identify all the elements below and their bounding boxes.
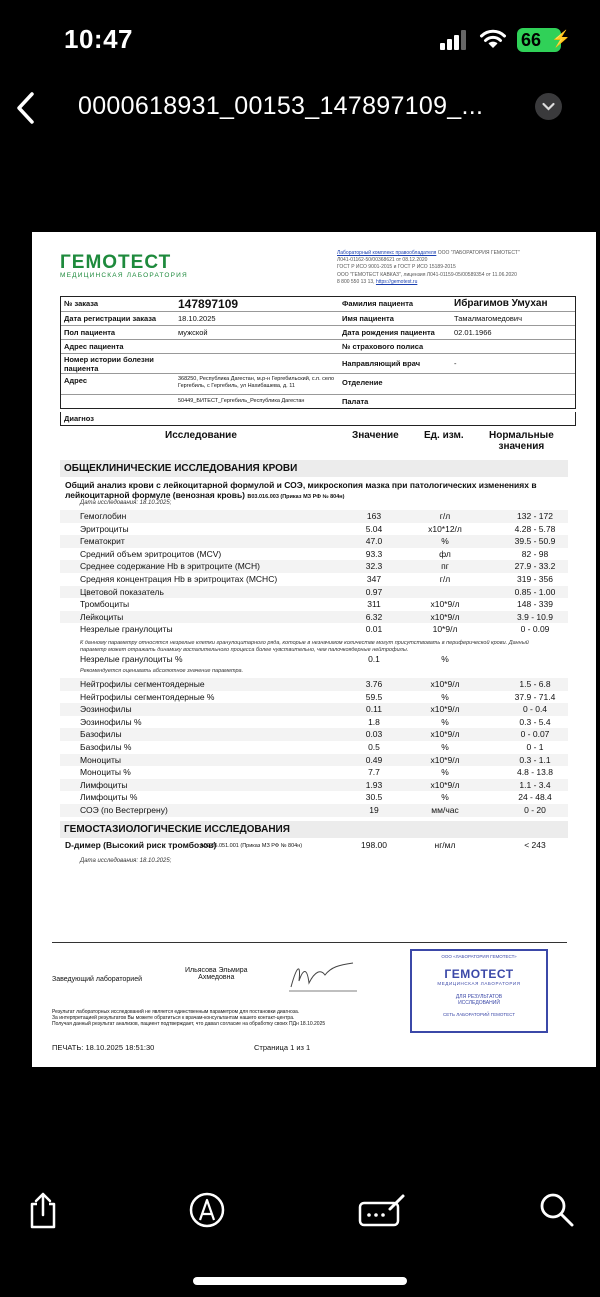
cell-name: Незрелые гранулоциты — [80, 624, 173, 635]
table-row — [60, 728, 568, 741]
search-icon[interactable] — [537, 1190, 577, 1230]
cell-unit: x10*9/л — [430, 679, 460, 689]
title-menu-button[interactable] — [535, 93, 562, 120]
cell-norm: 0 - 20 — [524, 805, 546, 815]
table-row — [60, 510, 568, 523]
cell-unit: г/л — [439, 511, 451, 521]
signature-image — [287, 957, 357, 997]
cell-norm: 0.3 - 5.4 — [519, 716, 551, 727]
signature-divider — [52, 942, 567, 943]
cell-value: 47.0 — [365, 536, 383, 547]
note-immature-granulocytes: К данному параметру относятся незрелые клетки гранулоцитарного ряда, которые в незначимом количестве могут присутствовать в периферической крови. Данный параметр может отражать динамику воспалительного процесса более чувствительно, чем палочкоядерные нейтрофилы. — [80, 640, 529, 653]
cell-name: Лимфоциты % — [80, 792, 138, 803]
markup-icon[interactable] — [187, 1190, 227, 1230]
ddimer-code: A09.05.051.001 (Приказ МЗ РФ № 804н) — [200, 843, 303, 849]
table-row — [60, 779, 568, 792]
cell-value: 32.3 — [365, 561, 383, 572]
cell-name: Лимфоциты — [80, 779, 128, 790]
cell-value: 0.49 — [365, 754, 383, 765]
cell-norm: 0 - 0.09 — [520, 624, 550, 635]
col-unit-header: Ед. изм. — [424, 430, 464, 441]
diagnosis-row: Диагноз — [60, 412, 576, 426]
cell-value: 30.5 — [365, 792, 383, 803]
cell-unit: x10*9/л — [430, 754, 460, 765]
order-info-table: № заказа 147897109 Фамилия пациента Ибрагимов Умухан Дата регистрации заказа 18.10.2025 Имя пациента Тамалмагомедович Пол пациента мужской Дата рождения пациента 02.01.1966 Адрес пациента № страхового полиса Номер истории болезни пациента Направляющий врач - Адрес 368250, Республика Дагестан, м.р-н Гергебильский, с.п. село Гергебиль, с Гергебиль, ул Нахибашева, д. 11 Отделение 50449_БИТЕСТ_Гергебиль_Республика Дагестан Палата — [60, 296, 576, 409]
table-row — [60, 716, 568, 729]
head-label: Заведующий лабораторией — [52, 976, 142, 983]
col-value-header: Значение — [352, 430, 399, 441]
table-row — [60, 548, 568, 561]
cell-unit: x10*9/л — [430, 779, 460, 790]
table-row — [60, 678, 568, 691]
cell-norm: 0 - 0.4 — [522, 704, 548, 715]
disclaimer: Результат лабораторных исследований не является единственным параметром для постановки диагноза. За интерпретацией результатов Вы можете обратиться к врачам-консультантам нашего контакт-центра. Получая данный результат анализов, пациент подтверждает, что давал согласие на обработку своих ПДн 18.10.2025 — [52, 1009, 326, 1027]
cell-value: 347 — [366, 574, 382, 584]
cell-norm: 1.5 - 6.8 — [519, 679, 551, 689]
back-chevron-icon[interactable] — [12, 88, 42, 128]
cell-unit: 10*9/л — [432, 624, 458, 635]
table-row — [60, 691, 568, 704]
cell-unit: % — [441, 792, 449, 803]
share-icon[interactable] — [23, 1190, 63, 1230]
charging-bolt-icon: ⚡ — [551, 31, 571, 48]
cell-unit: % — [441, 767, 449, 778]
cell-name: Гемоглобин — [80, 511, 127, 521]
panel-title: Общий анализ крови с лейкоцитарной формулой и СОЭ, микроскопия мазка при патологических изменениях в лейкоцитарной формуле (венозная кровь) B03.016.003 (Приказ МЗ РФ № 804н) — [65, 480, 537, 500]
cell-name: Тромбоциты — [80, 599, 130, 610]
lab-info: Лабораторный комплекс правообладателя ООО "ЛАБОРАТОРИЯ ГЕМОТЕСТ" Л041-01162-50/00368621 от 08.12.2020 ГОСТ Р ИСО 9001-2015 и ГОСТ Р ИСО 15189-2015 ООО "ГЕМОТЕСТ КАВКАЗ", лицензия Л041-01159-05/00589354 от 11.06.2020 8 800 550 13 13, https://gemotest.ru — [337, 250, 520, 285]
document-title: 0000618931_00153_147897109_... — [78, 92, 484, 120]
table-row — [60, 586, 568, 599]
gemotest-logo: ГЕМОТЕСТ МЕДИЦИНСКАЯ ЛАБОРАТОРИЯ — [60, 252, 188, 279]
table-row — [60, 611, 568, 624]
battery-indicator: 66 ⚡ — [517, 28, 561, 52]
cell-unit: x10*9/л — [430, 611, 460, 622]
cell-norm: 0.85 - 1.00 — [514, 586, 556, 597]
patient-surname: Ибрагимов Умухан — [454, 298, 548, 309]
lab-website-link[interactable]: https://gemotest.ru — [375, 278, 418, 285]
cell-name: Средняя концентрация Hb в эритроцитах (MCHC) — [80, 574, 278, 584]
cell-unit: % — [441, 742, 449, 752]
clock: 10:47 — [64, 24, 133, 54]
cell-value: 59.5 — [365, 691, 383, 702]
table-row: Незрелые гранулоциты % 0.1 % — [80, 654, 449, 664]
status-bar — [0, 0, 600, 80]
cell-name: Моноциты — [80, 754, 121, 765]
cell-value: 163 — [366, 511, 382, 521]
order-number: 147897109 — [178, 297, 239, 311]
cell-norm: 0 - 1 — [526, 742, 544, 752]
cell-name: Цветовой показатель — [80, 586, 164, 597]
cell-name: Эозинофилы % — [80, 716, 142, 727]
cell-norm: 0.3 - 1.1 — [519, 754, 551, 765]
home-indicator[interactable] — [193, 1277, 407, 1285]
cell-value: 311 — [367, 599, 381, 610]
wifi-icon — [479, 27, 507, 51]
cell-unit: фл — [439, 548, 451, 559]
form-fill-icon[interactable] — [357, 1190, 407, 1230]
cell-unit: x10*9/л — [430, 599, 460, 610]
cell-norm: 39.5 - 50.9 — [514, 536, 556, 547]
cell-name: Гематокрит — [80, 536, 125, 547]
cell-unit: мм/час — [431, 805, 459, 815]
page-number: Страница 1 из 1 — [254, 1043, 311, 1052]
cell-norm: 1.1 - 3.4 — [519, 779, 551, 790]
navigation-bar — [0, 80, 600, 140]
cell-name: Лейкоциты — [80, 611, 124, 622]
col-norm-header: Нормальные значения — [489, 430, 554, 452]
cell-unit: пг — [441, 561, 449, 572]
cell-unit: % — [441, 536, 449, 547]
head-name: Ильясова Эльмира Ахмедовна — [185, 967, 248, 981]
cell-unit: x10*9/л — [430, 729, 460, 740]
cell-norm: 4.28 - 5.78 — [514, 523, 556, 534]
cell-name: Эозинофилы — [80, 704, 132, 715]
cell-value: 5.04 — [365, 523, 383, 534]
cell-value: 93.3 — [365, 548, 383, 559]
cell-value: 1.8 — [368, 716, 380, 727]
table-row-ddimer: D-димер (Высокий риск тромбозов) 198.00 нг/мл < 243 — [65, 840, 546, 850]
cell-value: 0.03 — [365, 729, 383, 740]
cell-norm: 82 - 98 — [521, 548, 549, 559]
cell-name: Нейтрофилы сегментоядерные % — [80, 691, 215, 702]
cell-norm: 27.9 - 33.2 — [514, 561, 556, 572]
cell-value: 0.11 — [366, 704, 382, 715]
cell-name: Эритроциты — [80, 523, 129, 534]
cell-value: 0.97 — [365, 586, 383, 597]
cell-value: 3.76 — [365, 679, 383, 689]
cell-value: 6.32 — [365, 611, 383, 622]
cell-norm: 3.9 - 10.9 — [517, 611, 553, 622]
cell-norm: 148 - 339 — [517, 599, 553, 610]
table-row — [60, 791, 568, 804]
cellular-signal-icon — [440, 30, 466, 50]
table-row — [60, 560, 568, 573]
cell-value: 0.01 — [365, 624, 383, 635]
cell-norm: 4.8 - 13.8 — [517, 767, 553, 778]
table-row — [60, 766, 568, 779]
cell-unit: % — [441, 716, 449, 727]
cell-norm: 0 - 0.07 — [520, 729, 550, 740]
cell-value: 19 — [369, 805, 379, 815]
section-hemostasis: ГЕМОСТАЗИОЛОГИЧЕСКИЕ ИССЛЕДОВАНИЯ — [60, 821, 568, 838]
print-timestamp: ПЕЧАТЬ: 18.10.2025 18:51:30 — [52, 1043, 155, 1052]
cell-unit: x10*9/л — [430, 704, 460, 715]
research-date-2: Дата исследования: 18.10.2025; — [80, 858, 172, 864]
table-row — [60, 598, 568, 611]
note-absolute-value: Рекомендуется оценивать абсолютное значение параметра. — [80, 668, 244, 674]
cell-norm: 24 - 48.4 — [518, 792, 552, 803]
col-test-header: Исследование — [165, 430, 237, 441]
cell-norm: 319 - 356 — [517, 574, 553, 584]
table-row — [60, 523, 568, 536]
cell-value: 7.7 — [368, 767, 380, 778]
table-row — [60, 703, 568, 716]
cell-norm: 37.9 - 71.4 — [514, 691, 556, 702]
table-row — [60, 535, 568, 548]
cell-name: Базофилы % — [80, 742, 132, 752]
table-row — [60, 804, 568, 817]
cell-name: Базофилы — [80, 729, 122, 740]
table-row — [60, 741, 568, 754]
cell-name: Моноциты % — [80, 767, 131, 778]
table-row — [60, 754, 568, 767]
table-row — [60, 623, 568, 636]
table-row — [60, 573, 568, 586]
cell-name: Среднее содержание Hb в эритроците (MCH) — [80, 561, 260, 572]
cell-value: 1.93 — [365, 779, 383, 790]
section-clinical-blood: ОБЩЕКЛИНИЧЕСКИЕ ИССЛЕДОВАНИЯ КРОВИ — [60, 460, 568, 477]
document-page — [32, 232, 596, 1067]
cell-name: Нейтрофилы сегментоядерные — [80, 679, 205, 689]
cell-name: Средний объем эритроцитов (MCV) — [80, 548, 222, 559]
cell-value: 0.5 — [368, 742, 380, 752]
cell-norm: 132 - 172 — [517, 511, 553, 521]
cell-unit: % — [441, 691, 449, 702]
cell-name: СОЭ (по Вестергрену) — [80, 805, 168, 815]
chevron-down-icon — [535, 93, 562, 120]
cell-unit: г/л — [439, 574, 451, 584]
research-date: Дата исследования: 18.10.2025; — [80, 500, 172, 506]
cell-unit: x10*12/л — [428, 523, 462, 534]
lab-stamp: ООО «ЛАБОРАТОРИЯ ГЕМОТЕСТ» ГЕМОТЕСТ МЕДИЦИНСКАЯ ЛАБОРАТОРИЯ ДЛЯ РЕЗУЛЬТАТОВ ИССЛЕДОВАНИЙ СЕТЬ ЛАБОРАТОРИЙ ГЕМОТЕСТ — [410, 949, 548, 1033]
